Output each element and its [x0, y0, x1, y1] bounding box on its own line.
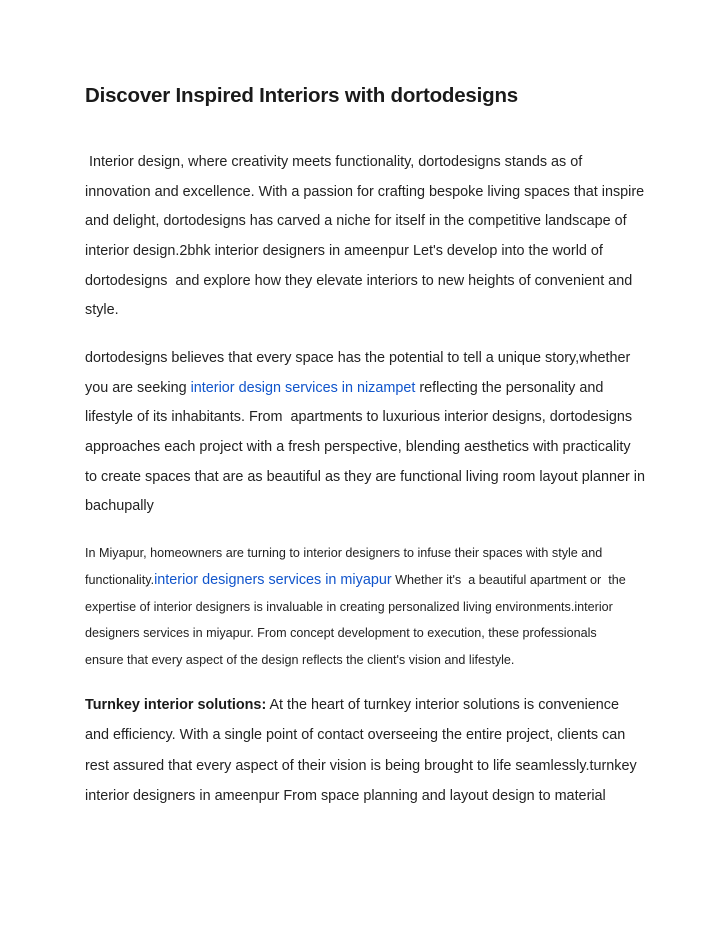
miyapur-paragraph: [85, 540, 645, 674]
beliefs-line: bachupally: [85, 498, 154, 515]
turnkey-line: and efficiency. With a single point of contact overseeing the entire project, clients can: [85, 727, 626, 744]
intro-line: Interior design, where creativity meets functionality, dortodesigns stands as of: [85, 154, 583, 170]
beliefs-line: dortodesigns believes that every space has the potential to tell a unique story,whether: [85, 350, 631, 366]
miyapur-services-link[interactable]: interior designers services in miyapur: [154, 571, 392, 588]
beliefs-text: you are seeking: [85, 379, 191, 396]
intro-line: style.: [85, 302, 119, 319]
beliefs-line: approaches each project with a fresh perspective, blending aesthetics with practicality: [85, 439, 631, 456]
miyapur-text: functionality.: [85, 572, 155, 587]
beliefs-paragraph: [85, 344, 645, 522]
turnkey-line-with-heading: [85, 690, 645, 720]
intro-line: dortodesigns and explore how they elevate interiors to new heights of convenient and: [85, 272, 633, 289]
page-title: Discover Inspired Interiors with dortodesigns: [85, 84, 518, 107]
intro-line: and delight, dortodesigns has carved a niche for itself in the competitive landscape of: [85, 213, 627, 230]
turnkey-line: rest assured that every aspect of their vision is being brought to life seamlessly.turnkey: [85, 757, 637, 774]
intro-line: interior design.2bhk interior designers in ameenpur Let's develop into the world of: [85, 243, 603, 260]
miyapur-line: ensure that every aspect of the design reflects the client's vision and lifestyle.: [85, 653, 515, 668]
nizampet-services-link[interactable]: interior design services in nizampet: [190, 379, 416, 396]
miyapur-line: expertise of interior designers is invaluable in creating personalized living environments.interior: [85, 599, 613, 614]
miyapur-line: In Miyapur, homeowners are turning to interior designers to infuse their spaces with style and: [85, 546, 603, 560]
turnkey-heading: Turnkey interior solutions:: [85, 697, 267, 713]
beliefs-text: reflecting the personality and: [415, 379, 604, 396]
turnkey-text: At the heart of turnkey interior solutions is convenience: [266, 697, 620, 713]
beliefs-line: to create spaces that are as beautiful as they are functional living room layout planner in: [85, 468, 645, 485]
intro-paragraph: [85, 148, 645, 326]
miyapur-line: designers services in miyapur. From concept development to execution, these professionals: [85, 626, 597, 641]
miyapur-line-with-link: [85, 567, 645, 594]
intro-line: innovation and excellence. With a passion for crafting bespoke living spaces that inspire: [85, 183, 645, 200]
turnkey-paragraph: [85, 690, 645, 811]
beliefs-line: lifestyle of its inhabitants. From apartments to luxurious interior designs, dortodesigns: [85, 409, 633, 426]
miyapur-text: Whether it's a beautiful apartment or the: [391, 572, 626, 587]
turnkey-line: interior designers in ameenpur From space planning and layout design to material: [85, 787, 606, 804]
beliefs-line-with-link: [85, 374, 645, 404]
